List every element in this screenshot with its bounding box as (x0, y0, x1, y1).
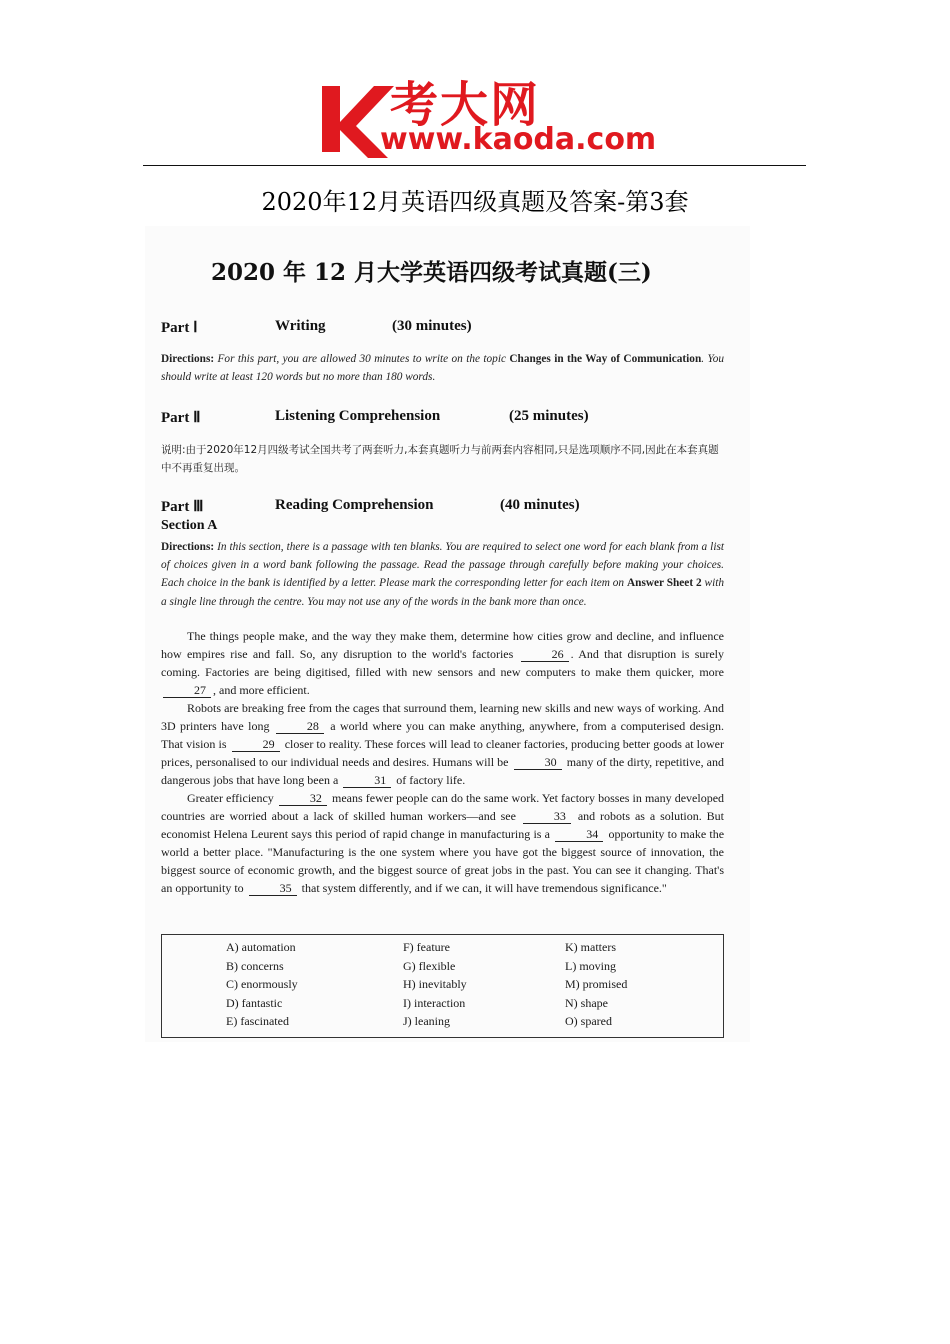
blank-32: 32 (279, 791, 327, 806)
passage-paragraph-3 (161, 789, 724, 897)
word-bank-item: C) enormously (226, 977, 298, 991)
blank-29: 29 (232, 737, 280, 752)
passage-text: Greater efficiency (187, 791, 274, 805)
part3-directions-lead: Directions: (161, 541, 215, 553)
section-a-heading: Section A (161, 518, 218, 533)
word-bank-item: K) matters (565, 940, 616, 954)
part2-label: Part Ⅱ (161, 410, 201, 426)
part3-label: Part Ⅲ (161, 499, 204, 515)
blank-35: 35 (249, 881, 297, 896)
part3-time: (40 minutes) (500, 497, 580, 513)
passage-text: , and more efficient. (213, 683, 310, 697)
passage-text: many of the dirty, repetitive, and dangerous jobs that have long been a (161, 755, 725, 787)
blank-31: 31 (343, 773, 391, 788)
word-bank-item: A) automation (226, 940, 296, 954)
passage-paragraph-2 (161, 699, 724, 789)
passage-text: a world where you can make anything, anywhere, from a computerised design. That vision is (161, 719, 725, 751)
scanned-exam-page (145, 226, 750, 1042)
passage-paragraph-1 (161, 627, 724, 699)
part2-note: 说明:由于2020年12月四级考试全国共考了两套听力,本套真题听力与前两套内容相同,只是选项顺序不同,因此在本套真题中不再重复出现。 (161, 444, 719, 474)
word-bank-item: L) moving (565, 959, 616, 973)
part1-directions (161, 350, 724, 386)
passage-text: and robots as a solution. But economist Helena Leurent says this period of rapid change in manufacturing is a (161, 809, 725, 841)
blank-33: 33 (523, 809, 571, 824)
word-bank-item: M) promised (565, 977, 628, 991)
blank-28: 28 (276, 719, 324, 734)
logo-chinese-text: 考大网 (390, 77, 541, 133)
word-bank-item: F) feature (403, 940, 450, 954)
part1-directions-tail: . You should write at least 120 words but no more than 180 words. (161, 353, 724, 384)
part3-directions-text-2: with a single line through the centre. You may not use any of the words in the bank more than once. (161, 577, 725, 608)
blank-30: 30 (514, 755, 562, 770)
passage-text: closer to reality. These forces will lead to cleaner factories, producing better goods at lower prices, personalised to our individual needs and desires. Humans will be (161, 737, 725, 769)
word-bank-item: E) fascinated (226, 1014, 289, 1028)
answer-sheet-label: Answer Sheet 2 (627, 577, 702, 590)
kaoda-logo (318, 72, 657, 162)
part3-name: Reading Comprehension (275, 497, 434, 513)
passage-text: The things people make, and the way they make them, determine how cities grow and decline, and influence how empires rise and fall. So, any disruption to the world's factories (161, 629, 724, 661)
part1-directions-lead: Directions: (161, 353, 215, 365)
passage-text: opportunity to make the world a better place. "Manufacturing is the one system where you have got the biggest source of innovation, the biggest source of economic growth, and the biggest source of great jobs in the past. You can see it changing. That's an opportunity to (161, 827, 725, 895)
blank-27: 27 (163, 683, 211, 698)
passage-text: Robots are breaking free from the cages that surround them, learning new skills and new ways of working. And 3D printers have long (161, 701, 724, 733)
word-bank-item: I) interaction (403, 996, 466, 1010)
part2-time: (25 minutes) (509, 408, 589, 424)
part3-directions (161, 538, 724, 611)
word-bank (161, 934, 724, 1038)
part3-directions-text-1: In this section, there is a passage with ten blanks. You are required to select one word for each blank from a list of choices given in a word bank following the passage. Read the passage through carefully before making your choices. Each choice in the bank is identified by a letter. Please mark the corresponding letter for each item on (161, 541, 724, 590)
word-bank-item: N) shape (565, 996, 608, 1010)
part1-directions-text: For this part, you are allowed 30 minutes to write on the topic (217, 353, 506, 365)
part1-time: (30 minutes) (392, 318, 472, 334)
part2-name: Listening Comprehension (275, 408, 441, 424)
exam-title: 2020 年 12 月大学英语四级考试真题(三) (211, 259, 652, 286)
blank-26: 26 (521, 647, 569, 662)
reading-passage (161, 627, 724, 897)
word-bank-item: B) concerns (226, 959, 284, 973)
document-title: 2020年12月英语四级真题及答案-第3套 (261, 188, 689, 216)
passage-text: . And that disruption is surely coming. Factories are being digitised, filled with new sensors and new computers to make them quicker, more (161, 647, 725, 679)
word-bank-item: O) spared (565, 1014, 612, 1028)
logo-url-text: www.kaoda.com (380, 122, 657, 157)
passage-text: of factory life. (396, 773, 466, 787)
part1-label: Part Ⅰ (161, 320, 198, 336)
passage-text: means fewer people can do the same work. Yet factory bosses in many developed countries are worried about a lack of skilled human workers—and see (161, 791, 725, 823)
passage-text: that system differently, and if we can, it will have tremendous significance." (301, 881, 667, 895)
word-bank-item: G) flexible (403, 959, 456, 973)
header-divider (143, 165, 806, 166)
word-bank-item: H) inevitably (403, 977, 467, 991)
word-bank-item: J) leaning (403, 1014, 450, 1028)
part1-name: Writing (275, 318, 326, 334)
word-bank-item: D) fantastic (226, 996, 283, 1010)
part1-topic: Changes in the Way of Communication (509, 353, 702, 365)
blank-34: 34 (555, 827, 603, 842)
